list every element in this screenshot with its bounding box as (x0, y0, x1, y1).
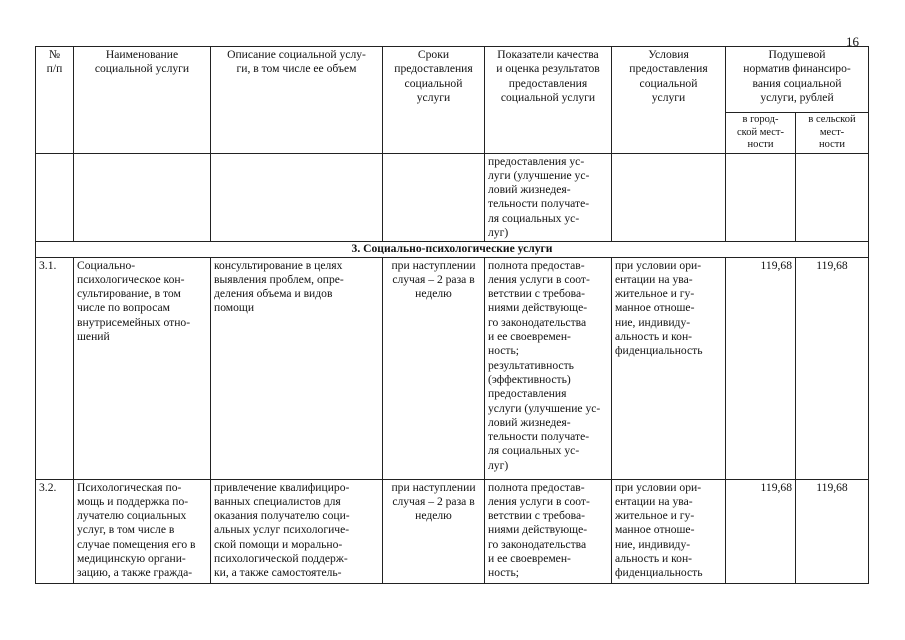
row-num: 3.1. (36, 257, 74, 479)
header-norm-city: в город- ской мест- ности (726, 113, 796, 154)
header-norm: Подушевой норматив финансиро- вания социальной услуги, рублей (726, 47, 869, 113)
table-row (36, 257, 869, 479)
row-terms: при наступлении случая – 2 раза в неделю (383, 479, 485, 583)
row-quality: полнота предостав- ления услуги в соот- ветствии с требова- ниями действующе- го законодательства и ее своевремен- ность; результативность (эффективность) предоставления услуги (улучшение ус- ловий жизнедея- тельности получате- ля социальных ус- луг) (485, 257, 612, 479)
header-norm-rural: в сельской мест- ности (796, 113, 869, 154)
row-quality: полнота предостав- ления услуги в соот- ветствии с требова- ниями действующе- го законодательства и ее своевремен- ность; (485, 479, 612, 583)
row-description: привлечение квалифициро- ванных специалистов для оказания получателю соци- альных услуг психологиче- ской помощи и морально- психологической поддерж- ки, а также самостоятель- (211, 479, 383, 583)
page-number: 16 (846, 34, 859, 49)
continuation-row (36, 153, 869, 242)
header-row (36, 47, 869, 113)
header-num: № п/п (36, 47, 74, 154)
section-row (36, 242, 869, 257)
row-norm-city: 119,68 (726, 257, 796, 479)
row-norm-city: 119,68 (726, 479, 796, 583)
row-name: Социально- психологическое кон- сультирование, в том числе по вопросам внутрисемейных отно- шений (74, 257, 211, 479)
row-norm-rural: 119,68 (796, 479, 869, 583)
table-row (36, 479, 869, 583)
header-terms: Сроки предоставления социальной услуги (383, 47, 485, 154)
row-num: 3.2. (36, 479, 74, 583)
row-conditions: при условии ори- ентации на ува- жительное и гу- манное отноше- ние, индивиду- альность и кон- фиденциальность (612, 257, 726, 479)
header-conditions: Условия предоставления социальной услуги (612, 47, 726, 154)
row-description: консультирование в целях выявления проблем, опре- деления объема и видов помощи (211, 257, 383, 479)
row-norm-rural: 119,68 (796, 257, 869, 479)
header-name: Наименование социальной услуги (74, 47, 211, 154)
row-conditions: при условии ори- ентации на ува- жительное и гу- манное отноше- ние, индивиду- альность и кон- фиденциальность (612, 479, 726, 583)
row-name: Психологическая по- мощь и поддержка по- лучателю социальных услуг, в том числе в случае помещения его в медицинскую органи- зацию, а также гражда- (74, 479, 211, 583)
section-title: 3. Социально-психологические услуги (36, 242, 869, 257)
header-quality: Показатели качества и оценка результатов предоставления социальной услуги (485, 47, 612, 154)
header-description: Описание социальной услу- ги, в том числе ее объем (211, 47, 383, 154)
row-terms: при наступлении случая – 2 раза в неделю (383, 257, 485, 479)
services-table (35, 46, 869, 584)
continuation-quality: предоставления ус- луги (улучшение ус- ловий жизнедея- тельности получате- ля социальных ус- луг) (485, 153, 612, 242)
